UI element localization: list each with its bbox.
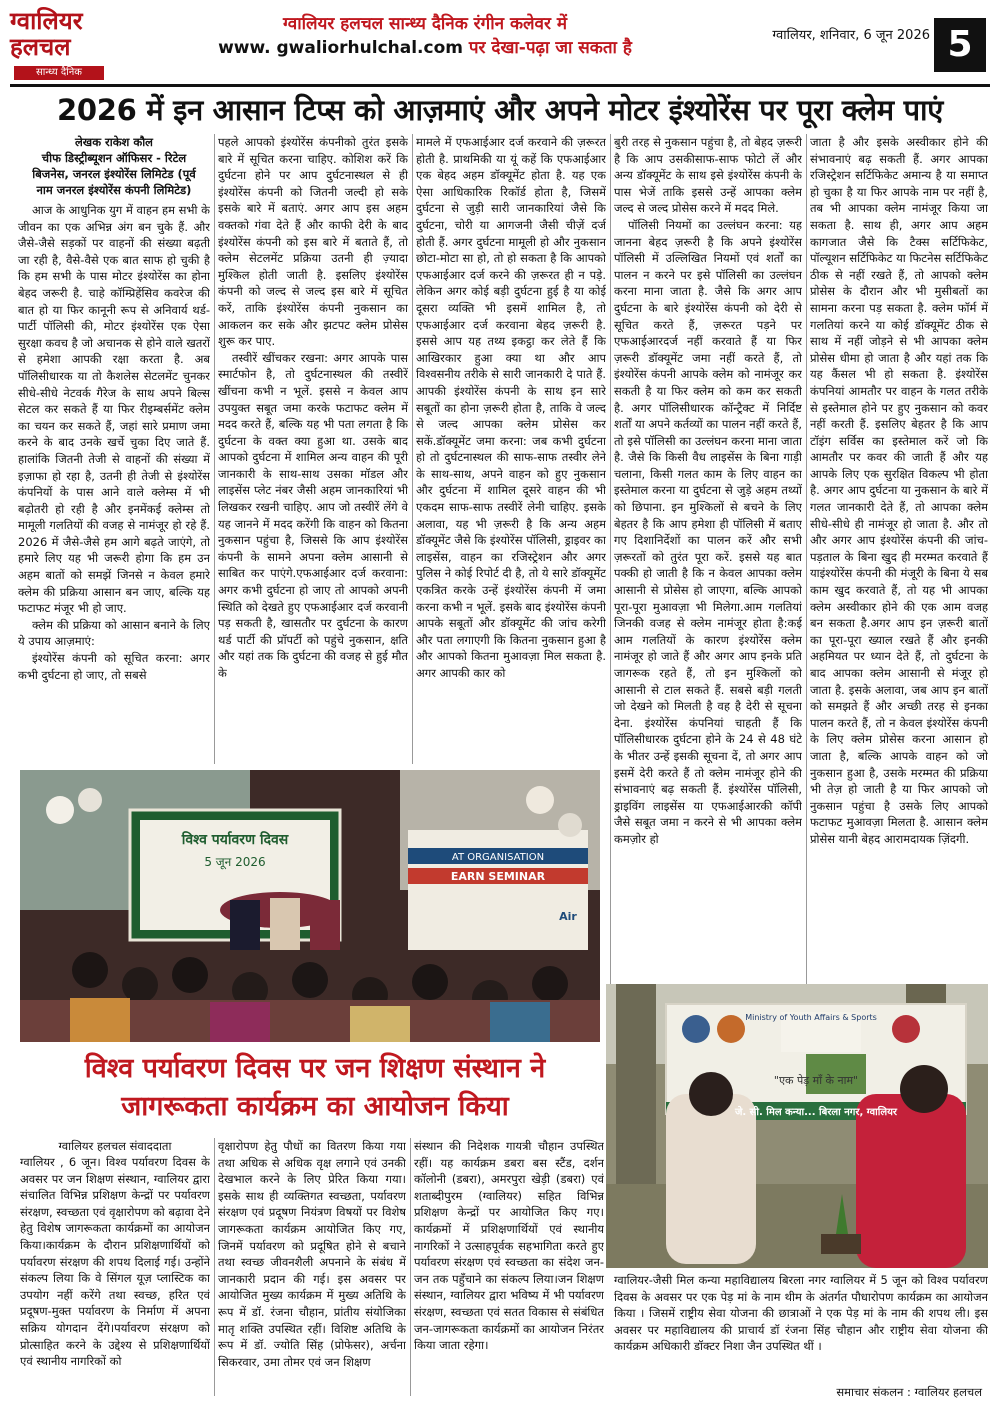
photo-banner-small-text: Ministry of Youth Affairs & Sports (745, 1013, 877, 1022)
article1-column-3 (416, 134, 606, 764)
website-link[interactable]: www. gwaliorhulchal.com (218, 38, 463, 58)
dateline: ग्वालियर, शनिवार, 6 जून 2026 (772, 28, 930, 43)
paragraph: संस्थान की निदेशक गायत्री चौहान उपस्थित रहीं। यह कार्यक्रम डबरा बस स्टैंड, दर्शन कॉलोनी (डबरा), अमरपुरा खेड़ी (डबरा) एवं शताब्दीपुरम (ग्वालियर) सहित विभिन्न प्रशिक्षण केन्द्रों पर आयोजित किए गए। कार्यक्रमों में प्रशिक्षणार्थियों एवं स्थानीय नागरिकों ने उत्साहपूर्वक सहभागिता करते हुए पर्यावरण संरक्षण एवं स्वच्छता का संदेश जन-जन तक पहुँचाने का संकल्प लिया।जन शिक्षण संस्थान, ग्वालियर द्वारा भविष्य में भी पर्यावरण संरक्षण, स्वच्छता एवं सतत विकास से संबंधित जन-जागरूकता कार्यक्रमों का आयोजन निरंतर किया जाता रहेगा। (414, 1139, 604, 1353)
seminar-photo-image (20, 770, 600, 1042)
photo-banner-college: जे. सी. मिल कन्या... बिरला नगर, ग्वालियर (734, 1107, 898, 1118)
article2-byline: ग्वालियर हलचल संवाददाता (58, 1139, 172, 1153)
caption-text: ग्वालियर-जैसी मिल कन्या महाविद्यालय बिरला नगर ग्वालियर में 5 जून को विश्व पर्यावरण दिवस के अवसर पर एक पेड़ मां के नाम थीम के अंतर्गत पौधारोपण कार्यक्रम का आयोजन किया । जिसमें राष्ट्रीय सेवा योजना की छात्राओं ने एक पेड़ मां के नाम की शपथ ली। इस अवसर पर महाविद्यालय की प्राचार्य डॉ रंजना सिंह चौहान और राष्ट्रीय सेवा योजना की कार्यक्रम अधिकारी डॉक्टर निशा जैन उपस्थित थीं । (614, 1273, 988, 1354)
column-divider (412, 134, 413, 764)
byline-line: नाम जनरल इंश्योरेंस कंपनी लिमिटेड) (36, 183, 192, 197)
news-credit: समाचार संकलन : ग्वालियर हलचल (836, 1385, 982, 1399)
article1-column-4 (614, 134, 802, 984)
paragraph: आज के आधुनिक युग में वाहन हम सभी के जीवन का एक अभिन्न अंग बन चुके हैं. और जैसे-जैसे सड़कों पर वाहनों की संख्या बढ़ती जा रही है, वैसे-वैसे एक बात साफ हो चुकी है कि हम सभी के पास मोटर इंश्योरेंस का होना बेहद जरूरी है. चाहे कॉम्प्रिहेंसिव कवरेज की बात हो या फिर कानूनी रूप से अनिवार्य थर्ड-पार्टी पॉलिसी की, मोटर इंश्योरेंस एक ऐसा सुरक्षा कवच है जो अचानक से होने वाले खतरों से हमेशा आपकी रक्षा करता है. अब पॉलिसीधारक या तो कैशलेस सेटलमेंट चुनकर सीधे-सीधे नेटवर्क गैरेज के साथ अपने बिल्स सेटल कर सकते हैं या फिर रीइम्बर्समेंट क्लेम का चयन कर सकते हैं, जहां सारे प्रमाण जमा करने के बाद उनके खर्चे चुका दिए जाते हैं. हालांकि जितनी तेजी से वाहनों की संख्या में इज़ाफा हो रहा है, उतनी ही तेजी से इंश्योरेंस कंपनियों के पास आने वाले क्लेम्स में भी बढ़ोतरी हो रही है और इनमेंकई क्लेम्स तो मामूली गलतियों की वजह से नामंजूर हो रहे हैं. 2026 में जैसे-जैसे हम आगे बढ़ते जाएंगे, तो हमारे लिए यह भी जरूरी होगा कि हम उन अहम बातों को समझें जिनसे न केवल हमारे क्लेम की प्रक्रिया आसान बन जाए, बल्कि यह फटाफट मंजूर भी हो जाए. (18, 203, 210, 616)
newspaper-logo (10, 8, 110, 80)
logo-line2: हलचल (10, 32, 71, 61)
article2-column-2 (218, 1138, 406, 1396)
masthead-rule (10, 84, 990, 87)
byline-line: बिजनेस, जनरल इंश्योरेंस लिमिटेड (पूर्व (32, 167, 196, 181)
column-divider (806, 134, 807, 984)
byline-line: चीफ डिस्ट्रीब्यूशन ऑफिसर - रिटेल (41, 151, 187, 165)
paragraph: वृक्षारोपण हेतु पौधों का वितरण किया गया तथा अधिक से अधिक वृक्ष लगाने एवं उनकी देखभाल करने के लिए प्रेरित किया गया। इसके साथ ही व्यक्तिगत स्वच्छता, पर्यावरण संरक्षण एवं प्रदूषण नियंत्रण विषयों पर विशेष जागरूकता कार्यक्रम आयोजित किए गए, जिनमें पर्यावरण को प्रदूषित होने से बचाने तथा स्वच्छ जीवनशैली अपनाने के संबंध में जानकारी प्रदान की गई। इस अवसर पर आयोजित मुख्य कार्यक्रम में मुख्य अतिथि के रूप में डॉ. रंजना चौहान, प्रांतीय संयोजिका मातृ शक्ति उपस्थित रहीं। विशिष्ट अतिथि के रूप में डॉ. ज्योति सिंह (प्रोफेसर), अर्चना सिकरवार, उमा तोमर एवं जन शिक्षण (218, 1139, 406, 1369)
column-divider (214, 1138, 215, 1396)
photo-sign-text: EARN SEMINAR (450, 870, 546, 883)
paragraph: तस्वीरें खींचकर रखना: अगर आपके पास स्मार्टफोन है, तो दुर्घटनास्थल की तस्वीरें खींचना कभी न भूलें. इससे न केवल आप उपयुक्त सबूत जमा करके फटाफट क्लेम में मदद करते हैं, बल्कि यह भी पता लगता है कि दुर्घटना के वक्त क्या हुआ था. उसके बाद आपको दुर्घटना में शामिल अन्य वाहन की पूरी जानकारी के साथ-साथ उसका मॉडल और लाइसेंस प्लेट नंबर जैसी अहम जानकारियां भी लिखकर रखनी चाहिए. आप जो तस्वीरें लेंगे वे यह जानने में मदद करेंगी कि वाहन को कितना नुकसान पहुंचा है, जिससे कि आप इंश्योरेंस कंपनी के सामने अपना क्लेम आसानी से साबित कर पाएंगे.एफआईआर दर्ज करवाना: अगर कभी दुर्घटना हो जाए तो आपको अपनी स्थिति को देखते हुए एफआईआर दर्ज करवानी पड़ सकती है, खासतौर पर दुर्घटना के कारण थर्ड पार्टी की प्रॉपर्टी को पहुंचे नुकसान, क्षति और यहां तक कि दुर्घटना की वजह से हुई मौत के (218, 350, 408, 680)
logo-line1: ग्वालियर (10, 6, 83, 35)
article1-headline: 2026 में इन आसान टिप्स को आज़माएं और अपने मोटर इंश्योरेंस पर पूरा क्लेम पाएं (57, 93, 943, 127)
article1-column-5 (810, 134, 988, 964)
plantation-photo (606, 984, 988, 1268)
article2-column-3 (414, 1138, 604, 1396)
plantation-caption (614, 1272, 988, 1380)
photo-banner-date: 5 जून 2026 (204, 855, 266, 869)
article1-byline (18, 134, 210, 198)
article2-headline (20, 1050, 610, 1126)
logo-tagline: सान्ध्य दैनिक (14, 66, 104, 80)
photo-banner-theme: "एक पेड़ माँ के नाम" (773, 1074, 859, 1087)
seminar-photo (20, 770, 600, 1042)
paragraph: बुरी तरह से नुकसान पहुंचा है, तो बेहद ज़रूरी है कि आप उसकीसाफ-साफ फोटो लें और अन्य डॉक्यूमेंट के साथ इसे इंश्योरेंस कंपनी के पास भेजें ताकि इससे उन्हें आपका क्लेम जल्द से जल्द प्रोसेस करने में मदद मिले. (614, 135, 802, 216)
paragraph: पॉलिसी नियमों का उल्लंघन करना: यह जानना बेहद ज़रूरी है कि अपने इंश्योरेंस पॉलिसी में उल्लिखित नियमों एवं शर्तों का पालन न करने पर इसे पॉलिसी का उल्लंघन करना माना जाता है. जैसे कि अगर आप दुर्घटना के बारे इंश्योरेंस कंपनी को देरी से सूचित करते हैं, ज़रूरत पड़ने पर एफआईआरदर्ज नहीं करवाते हैं या फिर ज़रूरी डॉक्यूमेंट जमा नहीं करते हैं, तो इंश्योरेंस कंपनी आपके क्लेम को नामंजूर कर सकती है या फिर क्लेम को कम कर सकती है. अगर पॉलिसीधारक कॉन्ट्रैक्ट में निर्दिष्ट शर्तों या अपने कर्तव्यों का पालन नहीं करते हैं, तो इसे पॉलिसी का उल्लंघन करना माना जाता है. जैसे कि किसी वैध लाइसेंस के बिना गाड़ी चलाना, किसी गलत काम के लिए वाहन का इस्तेमाल करना या दुर्घटना से जुड़े अहम तथ्यों को छिपाना. इन मुश्किलों से बचने के लिए बेहतर है कि आप हमेशा ही पॉलिसी में बताए गए दिशानिर्देशों का पालन करें और सभी ज़रूरतों को तुरंत पूरा करें. इससे यह बात पक्की हो जाती है कि न केवल आपका क्लेम आसानी से प्रोसेस हो जाएगा, बल्कि आपको पूरा-पूरा मुआवज़ा भी मिलेगा.आम गलतियां जिनकी वजह से क्लेम नामंजूर होता है:कई आम गलतियों के कारण इंश्योरेंस क्लेम नामंजूर हो जाते हैं और अगर आप इनके प्रति जागरूक रहते हैं, तो इन मुश्किलों को आसानी से टाल सकते हैं. सबसे बड़ी गलती जो देखने को मिलती है वह है देरी से सूचना देना. इंश्योरेंस कंपनियां चाहती हैं कि पॉलिसीधारक दुर्घटना होने के 24 से 48 घंटे के भीतर उन्हें इसकी सूचना दें, तो अगर आप इसमें देरी करते हैं तो क्लेम नामंजूर होने की संभावनाएं बढ़ सकती हैं. इंश्योरेंस पॉलिसी, ड्राइविंग लाइसेंस या एफआईआरकी कॉपी जैसे सबूत जमा न करने से भी आपका क्लेम कमज़ोर हो (614, 217, 802, 846)
column-divider (410, 1138, 411, 1396)
article2-column-1 (20, 1154, 210, 1394)
headline-line: जागरूकता कार्यक्रम का आयोजन किया (121, 1091, 509, 1122)
column-divider (610, 134, 611, 984)
article1-column-2 (218, 134, 408, 764)
paragraph: पहले आपको इंश्योरेंस कंपनीको तुरंत इसके बारे में सूचित करना चाहिए. कोशिश करें कि दुर्घटना होने पर आप दुर्घटनास्थल से ही इंश्योरेंस कंपनी को जितनी जल्दी हो सके इसके बारे में बताएं. अगर आप इस अहम वक्तको गंवा देते हैं और काफी देरी के बाद इंश्योरेंस कंपनी को इस बारे में बताते हैं, तो क्लेम सेटलमेंट प्रक्रिया उतनी ही ज़्यादा मुश्किल होती जाती है. इसलिए इंश्योरेंस कंपनी को जल्द से जल्द इस बारे में सूचित करें, ताकि इंश्योरेंस कंपनी नुकसान का आकलन कर सके और झटपट क्लेम प्रोसेस शुरू कर पाए. (218, 135, 408, 349)
masthead-banner (120, 12, 730, 60)
paragraph: क्लेम की प्रक्रिया को आसान बनाने के लिए ये उपाय आज़माएं: (18, 617, 210, 649)
banner-line1: ग्वालियर हलचल सान्ध्य दैनिक रंगीन कलेवर में (282, 14, 568, 34)
paragraph: जाता है और इसके अस्वीकार होने की संभावनाएं बढ़ सकती हैं. अगर आपका रजिस्ट्रेशन सर्टिफिकेट अमान्य है या समाप्त हो चुका है या फिर आपके नाम पर नहीं है, तब भी आपका क्लेम नामंजूर किया जा सकता है. साथ ही, अगर आप अहम कागजात जैसे कि टैक्स सर्टिफिकेट, पॉल्यूशन सर्टिफिकेट या फिटनेस सर्टिफिकेट ठीक से नहीं रखते हैं, तो आपको क्लेम प्रोसेस के दौरान और भी मुसीबतों का सामना करना पड़ सकता है. क्लेम फॉर्म में गलतियां करने या कोई डॉक्यूमेंट ठीक से साथ में नहीं जोड़ने से भी आपका क्लेम प्रोसेस धीमा हो जाता है और यहां तक कि यह कैंसल भी हो सकता है. इंश्योरेंस कंपनियां आमतौर पर वाहन के गलत तरीके से इस्तेमाल होने पर हुए नुकसान को कवर नहीं करती हैं. इसलिए बेहतर है कि आप टॉइंग सर्विस का इस्तेमाल करें जो कि आमतौर पर कवर की जाती हैं और यह आपके लिए एक सुरक्षित विकल्प भी होता है. अगर आप दुर्घटना या नुकसान के बारे में गलत जानकारी देते हैं, तो आपका क्लेम सीधे-सीधे ही नामंजूर हो जाता है. और तो और अगर आप इंश्योरेंस कंपनी की जांच-पड़ताल के बिना खुद ही मरम्मत करवाते हैं याइंश्योरेंस कंपनी की मंजूरी के बिना ये सब काम खुद करवाते हैं, तो यह भी आपका क्लेम अस्वीकार होने की एक आम वजह बन सकता है.अगर आप इन ज़रूरी बातों का पूरा-पूरा ख्याल रखते हैं और इनकी अहमियत पर ध्यान देते हैं, तो दुर्घटना के बाद आपका क्लेम आसानी से मंजूर हो जाता है. इसके अलावा, जब आप इन बातों को समझते हैं और अच्छी तरह से इनका पालन करते हैं, तो न केवल इंश्योरेंस कंपनी के लिए क्लेम प्रोसेस करना आसान हो जाता है, बल्कि आपके वाहन को जो नुकसान हुआ है, उसके मरम्मत की प्रक्रिया भी तेज़ हो जाती है या फिर आपको जो नुकसान पहुंचा है उसके लिए आपको फटाफट मुआवज़ा मिलता है. आसान क्लेम प्रोसेस यानी बेहद आरामदायक ज़िंदगी. (810, 135, 988, 846)
article1-column-1 (18, 202, 210, 765)
photo-sign-text: AT ORGANISATION (451, 852, 545, 863)
page-number: 5 (934, 18, 986, 72)
banner-line2-text: पर देखा-पढ़ा जा सकता है (468, 38, 632, 58)
masthead (0, 0, 1000, 84)
paragraph: मामले में एफआईआर दर्ज करवाने की ज़रूरत होती है. प्राथमिकी या यूं कहें कि एफआईआर एक बेहद अहम डॉक्यूमेंट होता है. यह एक ऐसा आधिकारिक रिकॉर्ड होता है, जिसमें दुर्घटना से जुड़ी सारी जानकारियां जैसे कि दुर्घटना, चोरी या आगजनी जैसी चीज़ें दर्ज होती हैं. अगर दुर्घटना मामूली हो और नुकसान छोटा-मोटा सा हो, तो हो सकता है कि आपको एफआईआर दर्ज करने की ज़रूरत ही न पड़े. लेकिन अगर कोई बड़ी दुर्घटना हुई है या कोई दूसरा व्यक्ति भी इसमें शामिल है, तो एफआईआर दर्ज करवाना बेहद ज़रूरी है. इससे आप यह तथ्य इकट्ठा कर लेते हैं कि आखिरकार हुआ क्या था और आप विश्वसनीय तरीके से सारी जानकारी दे पाते हैं. आपकी इंश्योरेंस कंपनी के साथ इन सारे सबूतों का होना ज़रूरी होता है, ताकि वे जल्द से जल्द आपका क्लेम प्रोसेस कर सकें.डॉक्यूमेंट जमा करना: जब कभी दुर्घटना हो तो दुर्घटनास्थल की साफ-साफ तस्वीर लेने के साथ-साथ, अपने वाहन को हुए नुकसान और दुर्घटना में शामिल दूसरे वाहन की भी एकदम साफ-साफ तस्वीरें लेनी चाहिए. इसके अलावा, यह भी ज़रूरी है कि अन्य अहम डॉक्यूमेंट जैसे कि इंश्योरेंस पॉलिसी, ड्राइवर का लाइसेंस, वाहन का रजिस्ट्रेशन और अगर पुलिस ने कोई रिपोर्ट दी है, तो ये सारे डॉक्यूमेंट एकत्रित करके उन्हें इंश्योरेंस कंपनी में जमा करना कभी न भूलें. इसके बाद इंश्योरेंस कंपनी आपके सबूतों और डॉक्यूमेंट की जांच करेगी और पता लगाएगी कि कितना नुकसान हुआ है और आपको कितना मुआवज़ा मिल सकता है. अगर आपकी कार को (416, 135, 606, 680)
column-divider (214, 134, 215, 764)
plantation-photo-image (606, 984, 988, 1268)
byline-line: लेखक राकेश कौल (75, 135, 153, 149)
banner-line2 (120, 36, 730, 60)
photo-sign-text: Air (559, 910, 577, 923)
paragraph: इंश्योरेंस कंपनी को सूचित करना: अगर कभी दुर्घटना हो जाए, तो सबसे (18, 651, 210, 682)
paragraph: ग्वालियर , 6 जून। विश्व पर्यावरण दिवस के अवसर पर जन शिक्षण संस्थान, ग्वालियर द्वारा संचालित विभिन्न प्रशिक्षण केन्द्रों पर पर्यावरण संरक्षण, स्वच्छता एवं वृक्षारोपण को बढ़ावा देने हेतु विशेष जागरूकता कार्यक्रमों का आयोजन किया।कार्यक्रम के दौरान प्रशिक्षणार्थियों को पर्यावरण संरक्षण की शपथ दिलाई गई। उन्होंने संकल्प लिया कि वे सिंगल यूज़ प्लास्टिक का उपयोग नहीं करेंगे तथा स्वच्छ, हरित एवं प्रदूषण-मुक्त पर्यावरण के निर्माण में अपना सक्रिय योगदान देंगे।पर्यावरण संरक्षण को प्रोत्साहित करने के उद्देश्य से प्रशिक्षणार्थियों एवं स्थानीय नागरिकों को (20, 1155, 210, 1369)
photo-banner-text: विश्व पर्यावरण दिवस (181, 832, 289, 848)
headline-line: विश्व पर्यावरण दिवस पर जन शिक्षण संस्थान ने (84, 1053, 546, 1084)
